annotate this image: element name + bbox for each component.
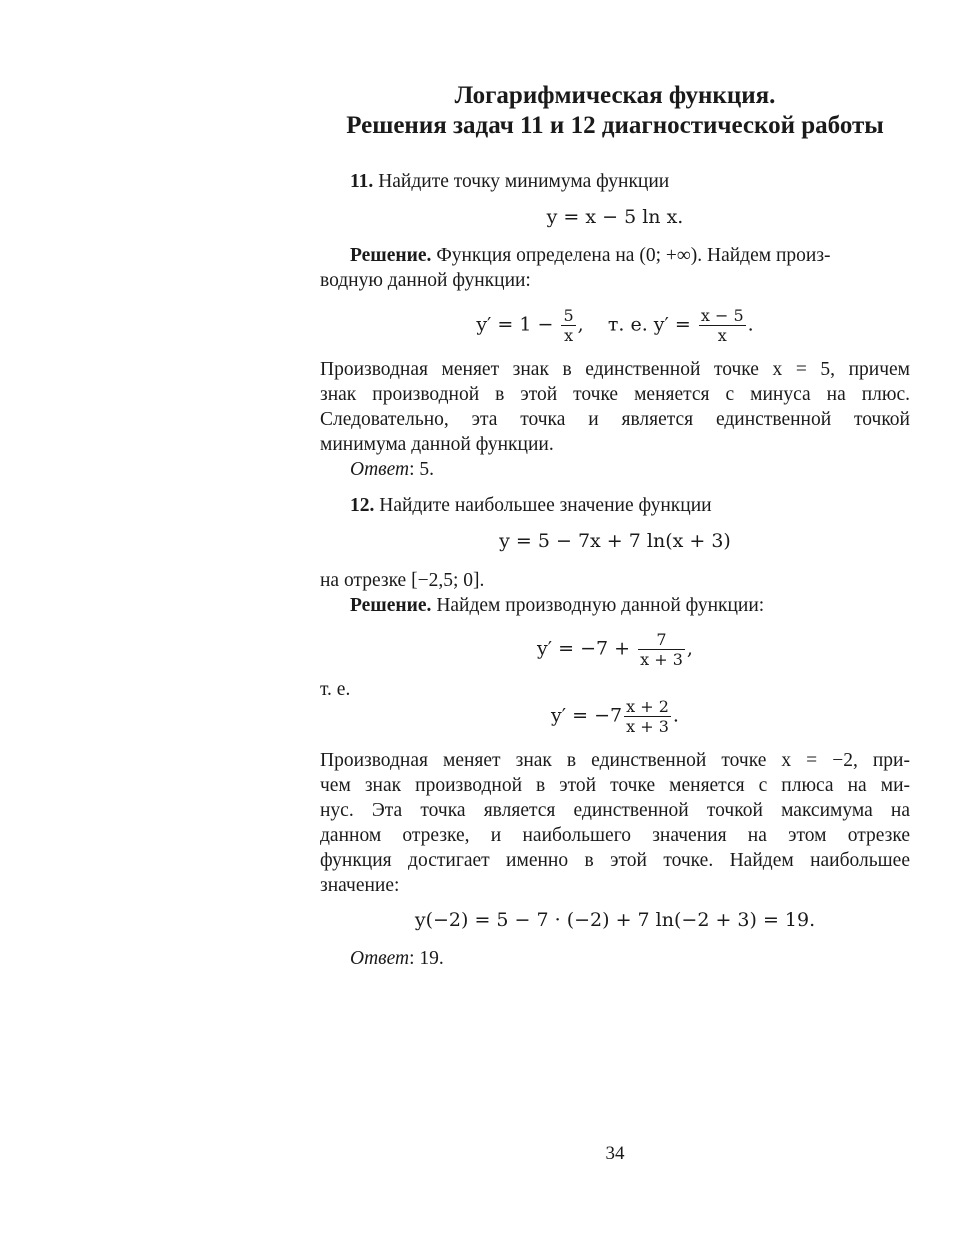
- problem-11-text-line-2: знак производной в этой точке меняется с минуса на плюс.: [320, 384, 910, 405]
- problem-12-text-line-6: значение:: [320, 875, 400, 896]
- problem-12-answer: [350, 946, 910, 971]
- problem-12-segment: на отрезке [−2,5; 0].: [320, 570, 485, 591]
- heading-line-1: Логарифмическая функция.: [454, 82, 776, 109]
- problem-11-answer: [350, 457, 910, 482]
- problem-11-text-line-1: Производная меняет знак в единственной точке x = 5, причем: [320, 359, 910, 380]
- problem-12-derivative: [320, 630, 910, 669]
- problem-12-text-line-3: нус. Эта точка является единственной точкой максимума на: [320, 800, 910, 821]
- fraction-numerator: 5: [563, 306, 574, 325]
- problem-12-solution-line: [350, 593, 910, 618]
- problem-12-final-formula: y(−2) = 5 − 7 · (−2) + 7 ln(−2 + 3) = 19.: [414, 909, 816, 931]
- problem-12-solution-text: Найдем производную данной функции:: [436, 595, 765, 616]
- problem-11-statement: [350, 169, 910, 194]
- problem-12-text-line-2: чем знак производной в этой точке меняется с плюса на ми-: [320, 775, 910, 796]
- problem-11-number: 11.: [350, 171, 374, 192]
- problem-12-text-line-1: Производная меняет знак в единственной точке x = −2, при-: [320, 750, 910, 771]
- problem-11-text-line-4: минимума данной функции.: [320, 434, 554, 455]
- problem-11-text: Найдите точку минимума функции: [378, 171, 670, 192]
- fraction-x-minus-5-over-x: [699, 306, 746, 345]
- fraction-denominator: x + 3: [640, 650, 683, 669]
- deriv-lhs: y′ = −7 +: [537, 637, 631, 660]
- problem-12-solution-label: Решение.: [350, 595, 432, 616]
- fraction-denominator: x + 3: [626, 717, 669, 736]
- fraction-x-plus-2-over-x-plus-3: [624, 697, 671, 736]
- problem-12-formula: y = 5 − 7x + 7 ln(x + 3): [499, 530, 731, 552]
- answer-label: Ответ: [350, 948, 410, 969]
- deriv-end: .: [747, 313, 754, 336]
- problem-11-solution-text: Функция определена на (0; +∞). Найдем произ-: [436, 245, 831, 266]
- problem-11-solution-line-1: [350, 243, 910, 268]
- answer-value: : 5.: [409, 459, 435, 480]
- problem-12-text: Найдите наибольшее значение функции: [379, 495, 712, 516]
- problem-11-derivative: [320, 306, 910, 345]
- problem-12-te: т. е.: [320, 679, 351, 700]
- deriv2-end: .: [672, 704, 679, 727]
- problem-11-solution-line-2: водную данной функции:: [320, 270, 531, 291]
- deriv-end: ,: [686, 637, 693, 660]
- problem-12-number: 12.: [350, 495, 375, 516]
- deriv-mid: , т. е. y′ =: [577, 313, 691, 336]
- fraction-numerator: 7: [638, 630, 685, 650]
- fraction-numerator: x − 5: [700, 306, 744, 325]
- problem-11-solution-label: Решение.: [350, 245, 432, 266]
- fraction-7-over-x-plus-3: [638, 630, 685, 669]
- problem-12-statement: [350, 493, 910, 518]
- problem-11-text-line-3: Следовательно, эта точка и является единственной точкой: [320, 409, 910, 430]
- problem-12-text-line-5: функция достигает именно в этой точке. Найдем наибольшее: [320, 850, 910, 871]
- fraction-numerator: x + 2: [626, 697, 669, 716]
- problem-12-text-line-4: данном отрезке, и наибольшего значения на этом отрезке: [320, 825, 910, 846]
- problem-12-derivative-2: [320, 697, 910, 736]
- deriv2-lhs: y′ = −7: [551, 704, 623, 727]
- fraction-5-over-x: [561, 306, 575, 345]
- heading-line-2: Решения задач 11 и 12 диагностической работы: [346, 112, 884, 139]
- deriv-lhs: y′ = 1 −: [476, 313, 554, 336]
- fraction-denominator: x: [564, 326, 574, 345]
- problem-11-formula: y = x − 5 ln x.: [546, 206, 684, 228]
- answer-label: Ответ: [350, 459, 410, 480]
- fraction-denominator: x: [717, 326, 727, 345]
- page-number: 34: [605, 1143, 625, 1164]
- answer-value: : 19.: [409, 948, 444, 969]
